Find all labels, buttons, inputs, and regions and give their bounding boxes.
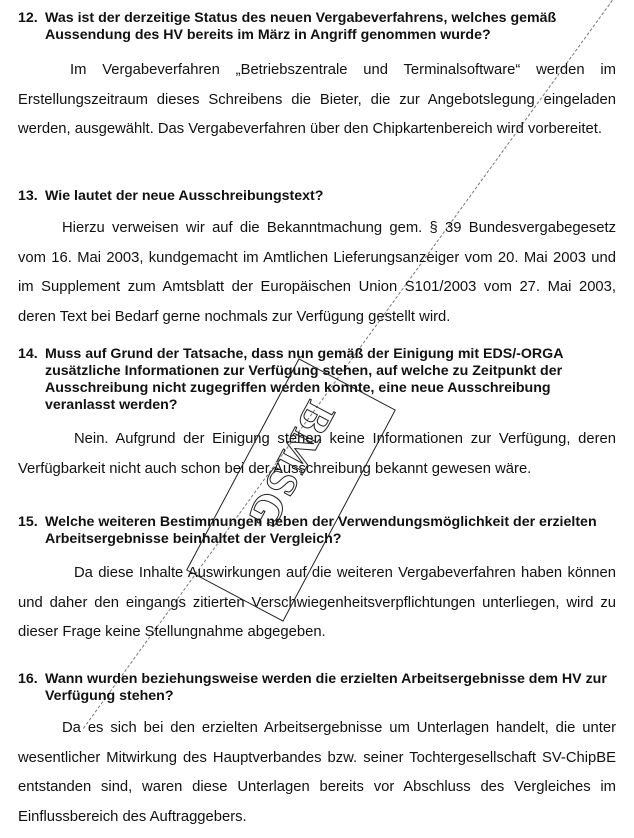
question-title: Wie lautet der neue Ausschreibungstext? bbox=[45, 188, 324, 204]
question-title: Muss auf Grund der Tatsache, dass nun gemäß der Einigung mit EDS/-ORGA zusätzliche Informationen zur Verfügung stehen, auf welche zu Zeitpunkt der Ausschreibung nicht zugegriffen werden konnte, eine neue Ausschreibung veranlasst werden? bbox=[45, 346, 563, 413]
answer-16: Da es sich bei den erzielten Arbeitsergebnisse um Unterlagen handelt, die unter wesentlicher Mitwirkung des Hauptverbandes bzw. seiner Tochtergesellschaft SV-ChipBE entstanden sind, waren diese Unterlagen bereits vor Abschluss des Vergleiches im Einflussbereich des Auftraggebers. bbox=[18, 720, 616, 825]
answer-14: Nein. Aufgrund der Einigung stehen keine Informationen zur Verfügung, deren Verfügbarkeit nicht auch schon bei der Ausschreibung bekannt gewesen wäre. bbox=[18, 431, 616, 477]
question-number: 16. bbox=[18, 671, 38, 687]
question-number: 13. bbox=[18, 188, 38, 204]
stamp-text: BMSG bbox=[236, 393, 345, 539]
question-title: Welche weiteren Bestimmungen neben der Verwendungsmöglichkeit der erzielten Arbeitsergebnisse beinhaltet der Vergleich? bbox=[45, 514, 597, 547]
question-title: Wann wurden beziehungsweise werden die erzielten Arbeitsergebnisse dem HV zur Verfügung stehen? bbox=[45, 671, 607, 704]
answer-13: Hierzu verweisen wir auf die Bekanntmachung gem. § 39 Bundesvergabegesetz vom 16. Mai 2003, kundgemacht im Amtlichen Lieferungsanzeiger vom 20. Mai 2003 und im Supplement zum Amtsblatt der Europäischen Union S101/2003 vom 27. Mai 2003, deren Text bei Bedarf gerne nochmals zur Verfügung gestellt wird. bbox=[18, 220, 616, 325]
question-number: 14. bbox=[18, 346, 38, 362]
question-12 bbox=[18, 10, 618, 44]
answer-12: Im Vergabeverfahren „Betriebszentrale und Terminalsoftware“ werden im Erstellungszeitraum dieses Schreibens die Bieter, die zur Angebotslegung eingeladen werden, ausgewählt. Das Vergabeverfahren über den Chipkartenbereich wird vorbereitet. bbox=[18, 62, 616, 137]
question-number: 15. bbox=[18, 514, 38, 530]
question-13 bbox=[18, 188, 618, 205]
question-16 bbox=[18, 671, 618, 705]
question-number: 12. bbox=[18, 10, 38, 26]
question-title: Was ist der derzeitige Status des neuen Vergabeverfahrens, welches gemäß Aussendung des HV bereits im März in Angriff genommen wurde? bbox=[45, 10, 557, 43]
answer-15: Da diese Inhalte Auswirkungen auf die weiteren Vergabeverfahren haben können und daher den eingangs zitierten Verschwiegenheitsverpflichtungen unterliegen, wird zu dieser Frage keine Stellungnahme abgegeben. bbox=[18, 565, 616, 640]
